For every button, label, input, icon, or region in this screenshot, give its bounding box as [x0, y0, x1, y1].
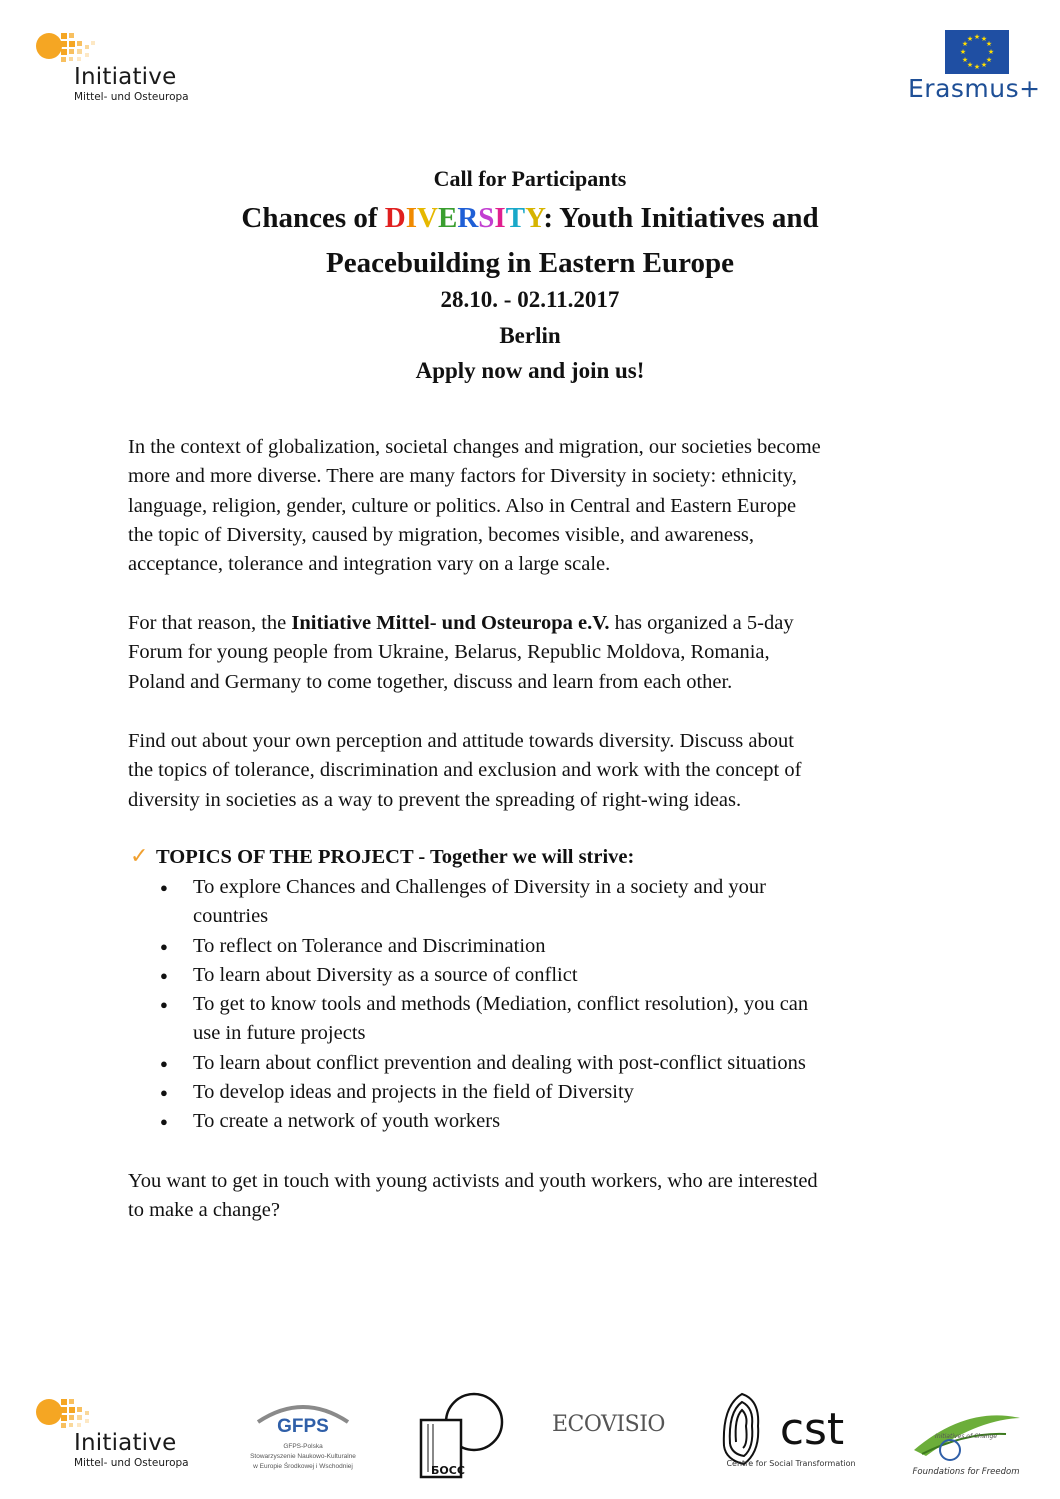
erasmus-logo [908, 30, 1048, 105]
topic-line: To create a network of youth workers [193, 1110, 501, 1133]
topic-item [160, 1078, 808, 1107]
topic-text [193, 1107, 808, 1136]
diversity-letter: D [384, 202, 406, 234]
apply-cta: Apply now and join us! [415, 358, 645, 383]
title-line-2: Peacebuilding in Eastern Europe [326, 247, 734, 279]
boss-name: БОСС [431, 1464, 465, 1477]
call-heading: Call for Participants [433, 166, 627, 191]
findout-line: the topics of tolerance, discrimination and exclusion and work with the concept of [128, 759, 802, 782]
footer-initiative-name: Initiative [74, 1430, 177, 1456]
topic-line: To develop ideas and projects in the field of Diversity [193, 1081, 634, 1104]
gfps-sub1: GFPS-Polska [283, 1443, 323, 1450]
erasmus-logo-name: Erasmus+ [908, 74, 1041, 103]
bullet-icon: ● [160, 880, 168, 895]
organizer-name: Initiative Mittel- und Osteuropa e.V. [291, 612, 610, 634]
findout-line: Find out about your own perception and attitude towards diversity. Discuss about [128, 730, 794, 752]
footer-initiative-subtitle: Mittel- und Osteuropa [74, 1457, 189, 1469]
topic-line: To explore Chances and Challenges of Diversity in a society and your [193, 876, 766, 898]
gfps-logo [238, 1398, 368, 1478]
cst-name: cst [779, 1404, 845, 1455]
ecovisio-logo: ECOVISIO [552, 1412, 665, 1437]
closing-paragraph [128, 1167, 948, 1226]
topic-item [160, 932, 808, 961]
foundations-for-freedom-logo [906, 1410, 1026, 1480]
topic-line: To reflect on Tolerance and Discrimination [193, 934, 546, 957]
boss-logo [418, 1392, 506, 1480]
diversity-letter: I [494, 202, 506, 234]
organizer-before: For that reason, the [128, 612, 292, 634]
organizer-line: Forum for young people from Ukraine, Belarus, Republic Moldova, Romania, [128, 641, 770, 664]
footer-initiative-logo [34, 1396, 194, 1476]
svg-text:★: ★ [961, 56, 969, 64]
intro-paragraph [128, 433, 948, 579]
topic-text [193, 961, 808, 990]
cst-logo [716, 1386, 856, 1472]
closing-line: You want to get in touch with young activists and youth workers, who are interested [128, 1170, 818, 1192]
title-suffix: : Youth Initiatives and [543, 202, 819, 234]
svg-text:★: ★ [959, 48, 967, 56]
initiative-logo-name: Initiative [74, 64, 177, 90]
fff-sub: Initiatives of Change [935, 1433, 997, 1440]
organizer-paragraph [128, 609, 948, 697]
diversity-letter: S [478, 202, 495, 234]
gfps-name: GFPS [277, 1416, 329, 1437]
topic-text [193, 1078, 808, 1107]
bullet-icon: ● [160, 1055, 168, 1071]
svg-text:★: ★ [961, 40, 969, 48]
topics-list [160, 873, 808, 1137]
intro-line: acceptance, tolerance and integration vary on a large scale. [128, 553, 611, 576]
topics-heading [130, 843, 634, 869]
closing-line: to make a change? [128, 1199, 280, 1222]
bullet-icon: ● [160, 1114, 168, 1130]
diversity-letter: E [437, 202, 458, 234]
topic-item [160, 990, 808, 1049]
diversity-letter: T [505, 202, 526, 234]
diversity-letter: V [417, 202, 438, 234]
topic-line: countries [193, 905, 269, 928]
svg-text:★: ★ [980, 61, 988, 69]
eu-flag-icon [945, 30, 1009, 74]
topic-item [160, 961, 808, 990]
cst-sub: Centre for Social Transformation [726, 1459, 856, 1468]
initiative-logo [34, 30, 194, 110]
organizer-line [128, 609, 948, 638]
diversity-word [385, 202, 544, 234]
diversity-letter: R [457, 202, 479, 234]
topic-text [193, 873, 808, 932]
topic-item [160, 1107, 808, 1136]
bullet-icon: ● [160, 1085, 168, 1101]
topic-text [193, 932, 808, 961]
intro-line: language, religion, gender, culture or politics. Also in Central and Eastern Europe [128, 494, 797, 517]
svg-text:★: ★ [987, 48, 995, 56]
bullet-icon: ● [160, 997, 168, 1013]
svg-text:★: ★ [973, 63, 981, 71]
event-city: Berlin [499, 323, 561, 348]
organizer-after: has organized a 5-day [609, 612, 794, 634]
initiative-logo-subtitle: Mittel- und Osteuropa [74, 91, 189, 103]
gfps-sub3: w Europie Środkowej i Wschodniej [253, 1463, 353, 1470]
intro-line: more and more diverse. There are many factors for Diversity in society: ethnicity, [128, 465, 797, 488]
svg-text:★: ★ [980, 35, 988, 43]
svg-text:★: ★ [973, 33, 981, 41]
topic-text [193, 990, 808, 1049]
bullet-icon: ● [160, 967, 168, 983]
event-dates: 28.10. - 02.11.2017 [440, 287, 620, 312]
diversity-letter: Y [525, 202, 544, 234]
svg-text:★: ★ [966, 35, 974, 43]
topic-line: To learn about conflict prevention and dealing with post-conflict situations [193, 1051, 806, 1074]
checkmark-icon: ✓ [130, 843, 149, 868]
topic-line: To get to know tools and methods (Mediation, conflict resolution), you can [193, 993, 809, 1016]
topic-line: To learn about Diversity as a source of conflict [193, 963, 578, 986]
fff-name: Foundations for Freedom [912, 1467, 1020, 1477]
topic-item [160, 1049, 808, 1078]
organizer-line: Poland and Germany to come together, discuss and learn from each other. [128, 670, 733, 693]
bullet-icon: ● [160, 938, 168, 954]
intro-line: In the context of globalization, societal changes and migration, our societies become [128, 436, 821, 458]
gfps-sub2: Stowarzyszenie Naukowo-Kulturalne [250, 1453, 356, 1460]
diversity-letter: I [405, 202, 418, 234]
title-prefix: Chances of [241, 202, 385, 234]
title-line-1 [130, 196, 930, 240]
svg-text:★: ★ [966, 61, 974, 69]
intro-line: the topic of Diversity, caused by migration, becomes visible, and awareness, [128, 523, 755, 546]
topic-text [193, 1049, 808, 1078]
topic-line: use in future projects [193, 1022, 366, 1045]
svg-text:★: ★ [985, 40, 993, 48]
findout-line: diversity in societies as a way to prevent the spreading of right-wing ideas. [128, 788, 742, 811]
topics-heading-text: TOPICS OF THE PROJECT - Together we will strive: [156, 846, 635, 868]
svg-text:★: ★ [985, 56, 993, 64]
topic-item [160, 873, 808, 932]
findout-paragraph [128, 727, 948, 815]
